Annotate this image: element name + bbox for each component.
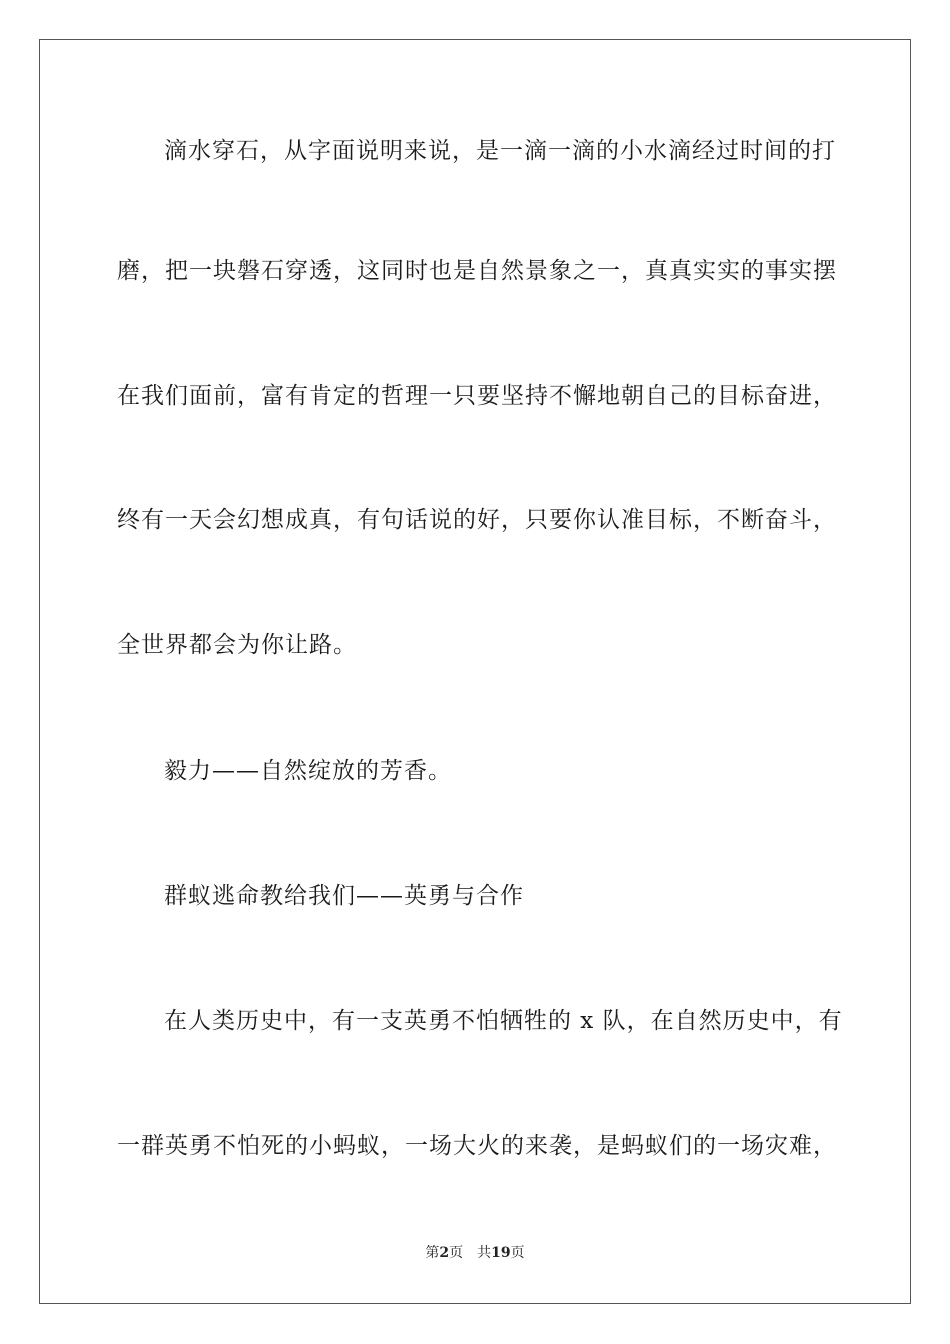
page-suffix: 页 [449,1245,464,1261]
paragraph-line: 群蚁逃命教给我们——英勇与合作 [164,883,524,909]
total-pages: 19 [491,1245,511,1261]
page-frame [39,39,911,1304]
paragraph-line: 一群英勇不怕死的小蚂蚁，一场大火的来袭，是蚂蚁们的一场灾难， [117,1133,837,1159]
paragraph-line: 毅力——自然绽放的芳香。 [164,758,452,784]
page-footer [0,1244,950,1262]
page-number: 2 [439,1245,450,1261]
paragraph-line: 滴水穿石，从字面说明来说，是一滴一滴的小水滴经过时间的打 [164,138,836,164]
paragraph-line: 全世界都会为你让路。 [117,632,357,658]
paragraph-line: 磨，把一块磐石穿透，这同时也是自然景象之一，真真实实的事实摆 [117,258,837,284]
total-prefix: 共 [477,1245,492,1261]
paragraph-line: 在我们面前，富有肯定的哲理一只要坚持不懈地朝自己的目标奋进， [117,383,837,409]
paragraph-line: 在人类历史中，有一支英勇不怕牺牲的 x 队，在自然历史中，有 [164,1008,843,1034]
page-prefix: 第 [425,1245,440,1261]
total-suffix: 页 [510,1245,525,1261]
paragraph-line: 终有一天会幻想成真，有句话说的好，只要你认准目标，不断奋斗， [117,507,837,533]
